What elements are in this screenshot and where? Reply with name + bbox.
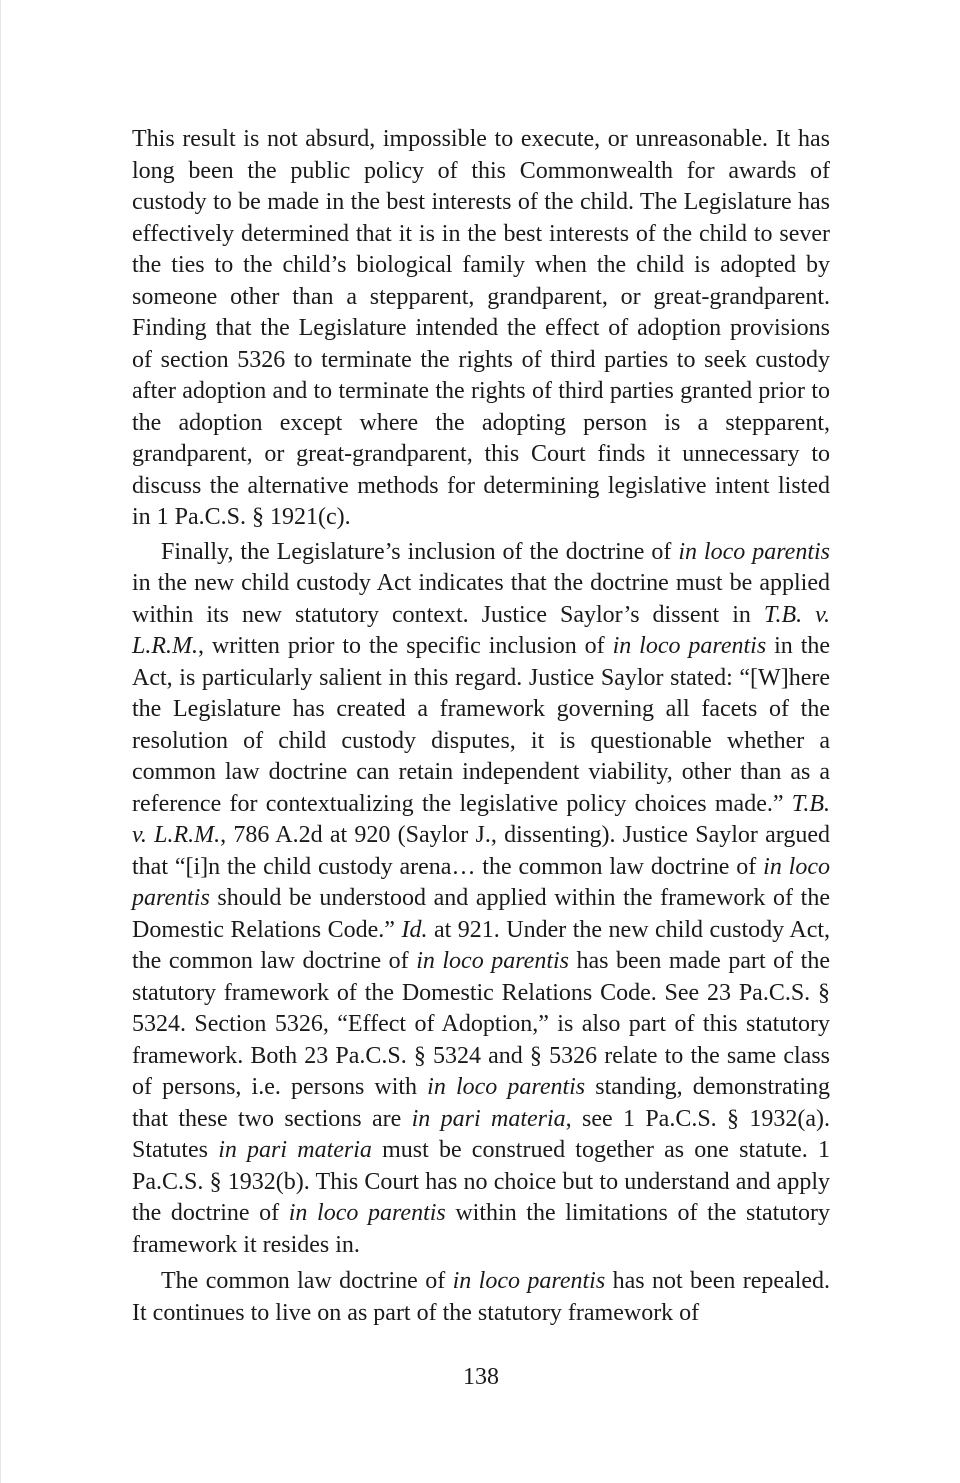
italic-text: in loco parentis	[132, 853, 830, 911]
text-segment: at 921. Under the new child custody Act, the common law doctrine of	[132, 916, 831, 974]
text-segment: has not been repealed. It continues to live on as part of the statutory framework of	[132, 1268, 831, 1326]
page-number: 138	[463, 1364, 499, 1390]
text-segment: standing, demonstrating that these two sections are	[132, 1074, 831, 1132]
text-segment: Finally, the Legislature’s inclusion of the doctrine of	[161, 538, 679, 565]
italic-text: in pari materia	[218, 1137, 372, 1163]
italic-text: in loco parentis	[612, 633, 767, 659]
paragraph-common-law-doctrine	[132, 1266, 830, 1329]
text-segment: should be understood and applied within the framework of the Domestic Relations Code.”	[132, 885, 830, 943]
italic-text: in pari materia	[411, 1105, 566, 1132]
paragraph-adoption-result	[132, 124, 830, 534]
italic-text: in loco parentis	[678, 538, 830, 565]
text-segment: within the limitations of the statutory framework it resides in.	[132, 1200, 831, 1258]
text-segment: , 786 A.2d at 920 (Saylor J., dissenting). Justice Saylor argued that “[i]n the child custody arena… the common law doctrine of	[132, 822, 831, 880]
italic-text: in loco parentis	[452, 1268, 606, 1294]
italic-text: in loco parentis	[427, 1074, 586, 1100]
text-segment: in the new child custody Act indicates that the doctrine must be applied within its new statutory context. Justice Saylor’s dissent in	[132, 570, 830, 628]
italic-text: in loco parentis	[416, 948, 569, 974]
text-segment: , written prior to the specific inclusion of	[198, 633, 613, 659]
text-segment: This result is not absurd, impossible to execute, or unreasonable. It has long been the public policy of this Commonwealth for awards of custody to be made in the best interests of the child. The Legislature has effectively determined that it is in the best interests of the child to sever the ties to the child’s biological family when the child is adopted by someone other than a stepparent, grandparent, or great-grandparent. Finding that the Legislature intended the effect of adoption provisions of section 5326 to terminate the rights of third parties to seek custody after adoption and to terminate the rights of third parties granted prior to the adoption except where the adopting person is a stepparent, grandparent, or great-grandparent, this Court finds it unnecessary to discuss the alternative methods for determining legislative intent listed in 1 Pa.C.S. § 1921(c).	[132, 126, 830, 530]
text-segment: , see 1 Pa.C.S. § 1932(a). Statutes	[132, 1105, 830, 1163]
paragraph-legislative-inclusion	[132, 537, 830, 1262]
italic-text: T.B. v. L.R.M.	[132, 790, 830, 848]
body-text	[132, 124, 830, 1329]
text-segment: must be construed together as one statute. 1 Pa.C.S. § 1932(b). This Court has no choice but to understand and apply the doctrine of	[132, 1137, 830, 1226]
italic-text: T.B. v. L.R.M.	[132, 601, 830, 659]
italic-text: in loco parentis	[288, 1200, 446, 1226]
text-segment: The common law doctrine of	[161, 1268, 453, 1294]
text-segment: in the Act, is particularly salient in this regard. Justice Saylor stated: “[W]here the Legislature has created a framework governing all facets of the resolution of child custody disputes, it is questionable whether a common law doctrine can retain independent viability, other than as a reference for contextualizing the legislative policy choices made.”	[132, 633, 831, 817]
italic-text: Id.	[401, 916, 428, 943]
text-segment: has been made part of the statutory framework of the Domestic Relations Code. See 23 Pa.C.S. § 5324. Section 5326, “Effect of Adoption,” is also part of this statutory framework. Both 23 Pa.C.S. § 5324 and § 5326 relate to the same class of persons, i.e. persons with	[132, 948, 831, 1100]
